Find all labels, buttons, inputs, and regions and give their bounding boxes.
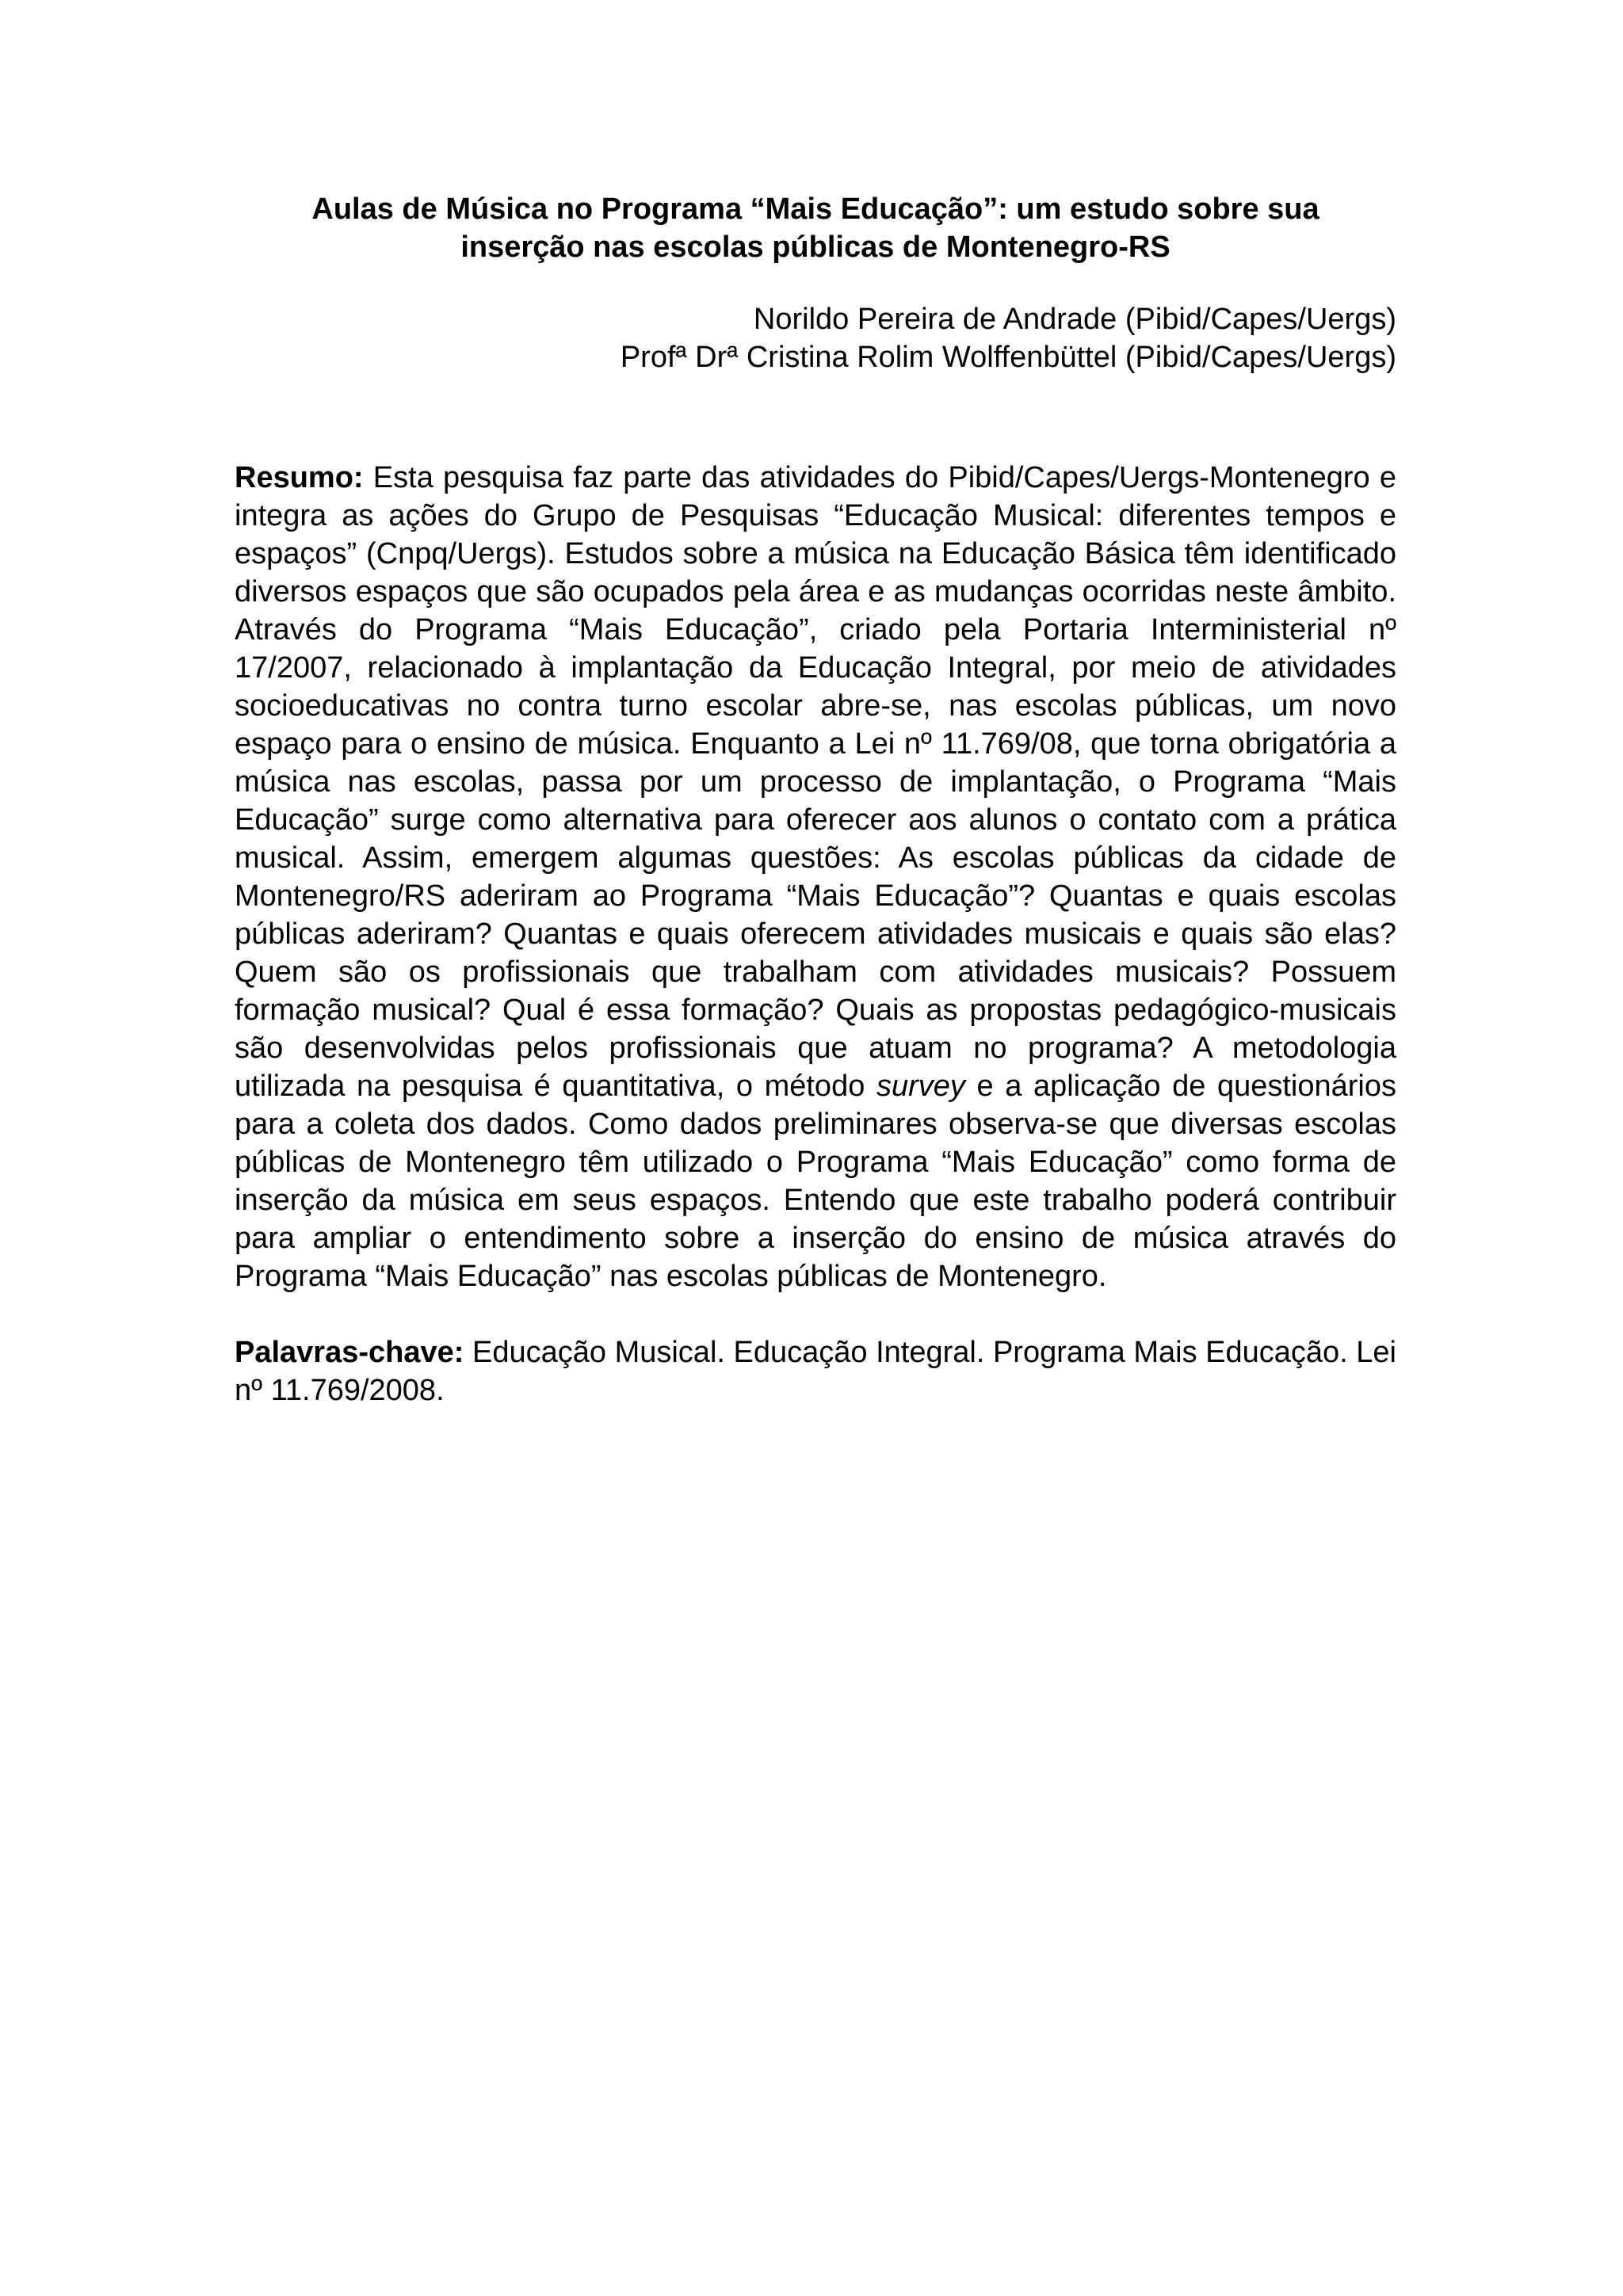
keywords-text: Educação Musical. Educação Integral. Programa Mais Educação. Lei nº 11.769/2008. — [235, 1336, 1396, 1407]
author-2: Profª Drª Cristina Rolim Wolffenbüttel (Pibid/Capes/Uergs) — [620, 341, 1396, 374]
keywords-label: Palavras-chave: — [235, 1336, 464, 1369]
keywords-paragraph — [235, 1333, 1396, 1409]
paper-title — [235, 190, 1396, 266]
abstract-label: Resumo: — [235, 461, 364, 494]
author-1: Norildo Pereira de Andrade (Pibid/Capes/Uergs) — [753, 303, 1396, 336]
abstract-text-part-2: e a aplicação de questionários para a coleta dos dados. Como dados preliminares observa-se que diversas escolas públicas de Montenegro têm utilizado o Programa “Mais Educação” como forma de inserção da música em seus espaços. Entendo que este trabalho poderá contribuir para ampliar o entendimento sobre a inserção do ensino de música através do Programa “Mais Educação” nas escolas públicas de Montenegro. — [235, 1070, 1397, 1293]
abstract-paragraph — [235, 459, 1396, 1295]
abstract-text-part-1: Esta pesquisa faz parte das atividades do Pibid/Capes/Uergs-Montenegro e integra as ações do Grupo de Pesquisas “Educação Musical: diferentes tempos e espaços” (Cnpq/Uergs). Estudos sobre a música na Educação Básica têm identificado diversos espaços que são ocupados pela área e as mudanças ocorridas neste âmbito. Através do Programa “Mais Educação”, criado pela Portaria Interministerial nº 17/2007, relacionado à implantação da Educação Integral, por meio de atividades socioeducativas no contra turno escolar abre-se, nas escolas públicas, um novo espaço para o ensino de música. Enquanto a Lei nº 11.769/08, que torna obrigatória a música nas escolas, passa por um processo de implantação, o Programa “Mais Educação” surge como alternativa para oferecer aos alunos o contato com a prática musical. Assim, emergem algumas questões: As escolas públicas da cidade de Montenegro/RS aderiram ao Programa “Mais Educação”? Quantas e quais escolas públicas aderiram? Quantas e quais oferecem atividades musicais e quais são elas? Quem são os profissionais que trabalham com atividades musicais? Possuem formação musical? Qual é essa formação? Quais as propostas pedagógico-musicais são desenvolvidas pelos profissionais que atuam no programa? A metodologia utilizada na pesquisa é quantitativa, o método — [235, 461, 1396, 1103]
abstract-italic-term: survey — [876, 1070, 965, 1103]
paper-title-line-1: Aulas de Música no Programa “Mais Educação”: um estudo sobre sua — [311, 193, 1319, 226]
author-list — [235, 300, 1396, 376]
paper-title-line-2: inserção nas escolas públicas de Montenegro-RS — [460, 231, 1170, 264]
